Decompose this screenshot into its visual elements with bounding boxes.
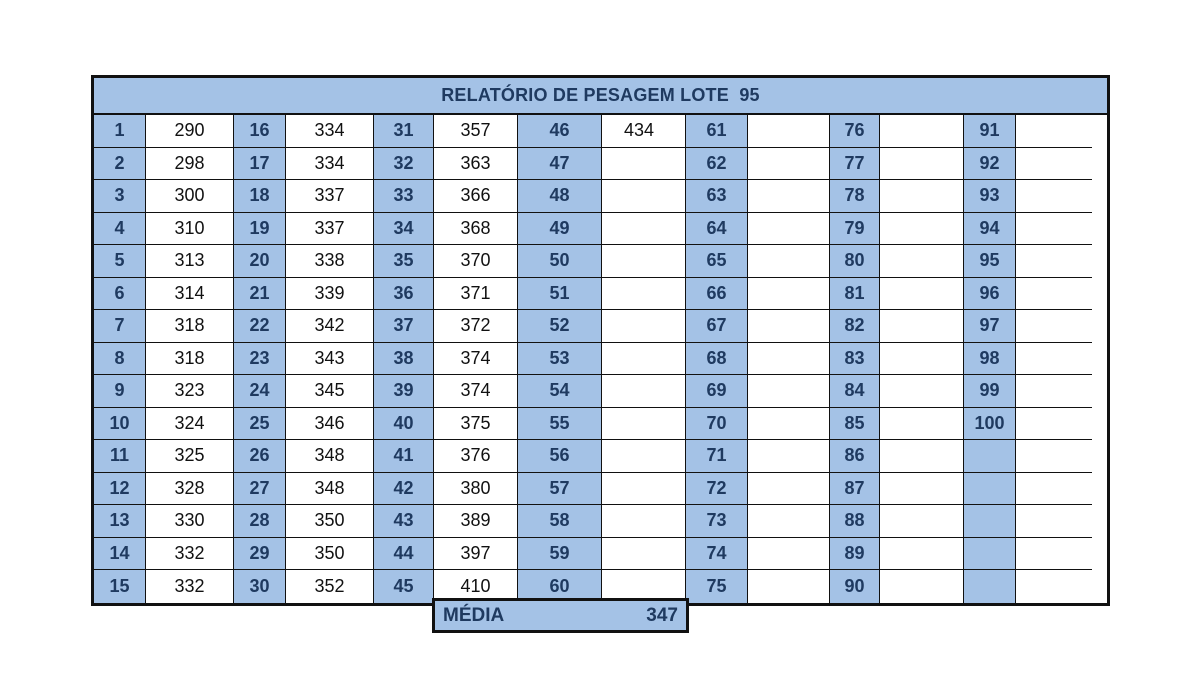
animal-number-cell: 51 xyxy=(518,278,602,311)
weight-value-cell: 350 xyxy=(286,538,374,571)
animal-number-cell: 78 xyxy=(830,180,880,213)
weight-value-cell: 371 xyxy=(434,278,518,311)
weight-value-cell xyxy=(748,148,830,181)
animal-number-cell: 64 xyxy=(686,213,748,246)
weight-value-cell xyxy=(880,213,964,246)
weight-value-cell xyxy=(880,440,964,473)
animal-number-cell: 68 xyxy=(686,343,748,376)
weight-value-cell xyxy=(748,538,830,571)
weight-value-cell xyxy=(880,245,964,278)
weight-value-cell xyxy=(748,180,830,213)
animal-number-cell: 58 xyxy=(518,505,602,538)
weight-value-cell: 345 xyxy=(286,375,374,408)
animal-number-cell: 45 xyxy=(374,570,434,603)
animal-number-cell xyxy=(964,538,1016,571)
weight-value-cell: 366 xyxy=(434,180,518,213)
animal-number-cell: 91 xyxy=(964,115,1016,148)
weight-value-cell: 337 xyxy=(286,180,374,213)
animal-number-cell: 92 xyxy=(964,148,1016,181)
animal-number-cell: 16 xyxy=(234,115,286,148)
animal-number-cell: 6 xyxy=(94,278,146,311)
weight-value-cell xyxy=(602,505,686,538)
weight-value-cell: 300 xyxy=(146,180,234,213)
weight-value-cell: 374 xyxy=(434,343,518,376)
weight-value-cell: 397 xyxy=(434,538,518,571)
weight-value-cell: 339 xyxy=(286,278,374,311)
weight-value-cell: 338 xyxy=(286,245,374,278)
weighing-report-table xyxy=(91,75,1110,606)
animal-number-cell: 1 xyxy=(94,115,146,148)
weight-value-cell: 332 xyxy=(146,570,234,603)
weight-value-cell: 346 xyxy=(286,408,374,441)
animal-number-cell: 20 xyxy=(234,245,286,278)
animal-number-cell: 11 xyxy=(94,440,146,473)
weight-value-cell xyxy=(602,278,686,311)
weight-value-cell: 434 xyxy=(602,115,686,148)
animal-number-cell: 98 xyxy=(964,343,1016,376)
weight-value-cell xyxy=(748,245,830,278)
weight-value-cell xyxy=(602,375,686,408)
animal-number-cell: 100 xyxy=(964,408,1016,441)
weight-value-cell xyxy=(880,570,964,603)
animal-number-cell: 26 xyxy=(234,440,286,473)
animal-number-cell: 67 xyxy=(686,310,748,343)
weight-value-cell xyxy=(1016,473,1092,506)
animal-number-cell: 7 xyxy=(94,310,146,343)
report-title: RELATÓRIO DE PESAGEM LOTE 95 xyxy=(94,78,1107,115)
animal-number-cell: 63 xyxy=(686,180,748,213)
weight-value-cell xyxy=(602,538,686,571)
animal-number-cell: 18 xyxy=(234,180,286,213)
animal-number-cell: 95 xyxy=(964,245,1016,278)
animal-number-cell: 55 xyxy=(518,408,602,441)
weight-value-cell: 352 xyxy=(286,570,374,603)
weight-value-cell xyxy=(602,245,686,278)
animal-number-cell: 60 xyxy=(518,570,602,603)
weight-value-cell xyxy=(1016,180,1092,213)
animal-number-cell: 42 xyxy=(374,473,434,506)
animal-number-cell: 96 xyxy=(964,278,1016,311)
weight-value-cell xyxy=(748,473,830,506)
weight-value-cell: 372 xyxy=(434,310,518,343)
animal-number-cell: 81 xyxy=(830,278,880,311)
animal-number-cell: 88 xyxy=(830,505,880,538)
animal-number-cell: 13 xyxy=(94,505,146,538)
animal-number-cell: 54 xyxy=(518,375,602,408)
weight-value-cell: 318 xyxy=(146,343,234,376)
weight-value-cell: 330 xyxy=(146,505,234,538)
animal-number-cell: 85 xyxy=(830,408,880,441)
weight-value-cell: 334 xyxy=(286,115,374,148)
weight-value-cell xyxy=(748,278,830,311)
animal-number-cell: 19 xyxy=(234,213,286,246)
weights-grid xyxy=(94,115,1107,603)
weight-value-cell: 328 xyxy=(146,473,234,506)
animal-number-cell xyxy=(964,473,1016,506)
weight-value-cell xyxy=(748,570,830,603)
weight-value-cell: 337 xyxy=(286,213,374,246)
animal-number-cell: 34 xyxy=(374,213,434,246)
weight-value-cell: 350 xyxy=(286,505,374,538)
weight-value-cell xyxy=(1016,408,1092,441)
weight-value-cell xyxy=(602,473,686,506)
weight-value-cell xyxy=(748,343,830,376)
weight-value-cell xyxy=(1016,570,1092,603)
average-value: 347 xyxy=(646,604,678,626)
animal-number-cell: 15 xyxy=(94,570,146,603)
animal-number-cell: 12 xyxy=(94,473,146,506)
animal-number-cell: 41 xyxy=(374,440,434,473)
weight-value-cell: 348 xyxy=(286,440,374,473)
animal-number-cell: 33 xyxy=(374,180,434,213)
animal-number-cell: 22 xyxy=(234,310,286,343)
average-box xyxy=(432,598,689,633)
animal-number-cell: 73 xyxy=(686,505,748,538)
animal-number-cell: 83 xyxy=(830,343,880,376)
weight-value-cell xyxy=(748,115,830,148)
weight-value-cell: 323 xyxy=(146,375,234,408)
animal-number-cell: 44 xyxy=(374,538,434,571)
animal-number-cell: 62 xyxy=(686,148,748,181)
weight-value-cell xyxy=(602,408,686,441)
animal-number-cell: 74 xyxy=(686,538,748,571)
animal-number-cell: 40 xyxy=(374,408,434,441)
weight-value-cell xyxy=(1016,538,1092,571)
weight-value-cell xyxy=(1016,343,1092,376)
animal-number-cell: 61 xyxy=(686,115,748,148)
animal-number-cell: 24 xyxy=(234,375,286,408)
weight-value-cell xyxy=(748,310,830,343)
weight-value-cell: 342 xyxy=(286,310,374,343)
animal-number-cell: 29 xyxy=(234,538,286,571)
animal-number-cell: 39 xyxy=(374,375,434,408)
animal-number-cell: 66 xyxy=(686,278,748,311)
animal-number-cell: 57 xyxy=(518,473,602,506)
weight-value-cell: 290 xyxy=(146,115,234,148)
animal-number-cell xyxy=(964,440,1016,473)
weight-value-cell: 370 xyxy=(434,245,518,278)
weight-value-cell xyxy=(880,310,964,343)
weight-value-cell: 380 xyxy=(434,473,518,506)
animal-number-cell: 31 xyxy=(374,115,434,148)
animal-number-cell: 94 xyxy=(964,213,1016,246)
animal-number-cell: 38 xyxy=(374,343,434,376)
animal-number-cell: 72 xyxy=(686,473,748,506)
weight-value-cell xyxy=(880,473,964,506)
weight-value-cell xyxy=(880,408,964,441)
weight-value-cell xyxy=(748,213,830,246)
weight-value-cell: 363 xyxy=(434,148,518,181)
weight-value-cell xyxy=(1016,310,1092,343)
average-label: MÉDIA xyxy=(443,604,505,626)
weight-value-cell xyxy=(880,505,964,538)
weight-value-cell xyxy=(748,408,830,441)
animal-number-cell: 99 xyxy=(964,375,1016,408)
weight-value-cell: 374 xyxy=(434,375,518,408)
animal-number-cell: 25 xyxy=(234,408,286,441)
weight-value-cell: 318 xyxy=(146,310,234,343)
weight-value-cell xyxy=(748,440,830,473)
animal-number-cell: 86 xyxy=(830,440,880,473)
animal-number-cell: 36 xyxy=(374,278,434,311)
animal-number-cell: 70 xyxy=(686,408,748,441)
weight-value-cell: 348 xyxy=(286,473,374,506)
animal-number-cell: 43 xyxy=(374,505,434,538)
animal-number-cell: 48 xyxy=(518,180,602,213)
weight-value-cell xyxy=(1016,115,1092,148)
weight-value-cell: 313 xyxy=(146,245,234,278)
animal-number-cell: 46 xyxy=(518,115,602,148)
weight-value-cell xyxy=(602,310,686,343)
weight-value-cell: 332 xyxy=(146,538,234,571)
animal-number-cell: 17 xyxy=(234,148,286,181)
animal-number-cell: 50 xyxy=(518,245,602,278)
weight-value-cell: 324 xyxy=(146,408,234,441)
animal-number-cell: 52 xyxy=(518,310,602,343)
weight-value-cell xyxy=(1016,148,1092,181)
animal-number-cell: 27 xyxy=(234,473,286,506)
weight-value-cell xyxy=(602,343,686,376)
animal-number-cell: 79 xyxy=(830,213,880,246)
animal-number-cell: 14 xyxy=(94,538,146,571)
animal-number-cell: 28 xyxy=(234,505,286,538)
weight-value-cell: 310 xyxy=(146,213,234,246)
weight-value-cell: 334 xyxy=(286,148,374,181)
weight-value-cell xyxy=(1016,278,1092,311)
weight-value-cell: 314 xyxy=(146,278,234,311)
animal-number-cell: 9 xyxy=(94,375,146,408)
animal-number-cell: 21 xyxy=(234,278,286,311)
weight-value-cell: 298 xyxy=(146,148,234,181)
weight-value-cell xyxy=(602,180,686,213)
animal-number-cell: 65 xyxy=(686,245,748,278)
weight-value-cell: 375 xyxy=(434,408,518,441)
animal-number-cell: 97 xyxy=(964,310,1016,343)
weight-value-cell xyxy=(748,375,830,408)
animal-number-cell: 53 xyxy=(518,343,602,376)
animal-number-cell: 30 xyxy=(234,570,286,603)
weight-value-cell xyxy=(748,505,830,538)
animal-number-cell: 4 xyxy=(94,213,146,246)
animal-number-cell: 32 xyxy=(374,148,434,181)
animal-number-cell: 8 xyxy=(94,343,146,376)
animal-number-cell: 80 xyxy=(830,245,880,278)
animal-number-cell: 69 xyxy=(686,375,748,408)
weight-value-cell xyxy=(602,213,686,246)
animal-number-cell: 93 xyxy=(964,180,1016,213)
weight-value-cell xyxy=(880,538,964,571)
weight-value-cell xyxy=(1016,440,1092,473)
weight-value-cell xyxy=(1016,375,1092,408)
animal-number-cell xyxy=(964,570,1016,603)
weight-value-cell xyxy=(602,148,686,181)
animal-number-cell: 35 xyxy=(374,245,434,278)
weight-value-cell xyxy=(1016,213,1092,246)
animal-number-cell: 56 xyxy=(518,440,602,473)
weight-value-cell: 357 xyxy=(434,115,518,148)
weight-value-cell: 368 xyxy=(434,213,518,246)
animal-number-cell: 49 xyxy=(518,213,602,246)
animal-number-cell: 23 xyxy=(234,343,286,376)
animal-number-cell: 5 xyxy=(94,245,146,278)
animal-number-cell: 77 xyxy=(830,148,880,181)
animal-number-cell: 59 xyxy=(518,538,602,571)
weight-value-cell xyxy=(1016,505,1092,538)
animal-number-cell: 3 xyxy=(94,180,146,213)
animal-number-cell: 75 xyxy=(686,570,748,603)
animal-number-cell: 37 xyxy=(374,310,434,343)
animal-number-cell: 2 xyxy=(94,148,146,181)
animal-number-cell: 84 xyxy=(830,375,880,408)
weight-value-cell xyxy=(880,148,964,181)
animal-number-cell: 89 xyxy=(830,538,880,571)
weight-value-cell xyxy=(1016,245,1092,278)
weight-value-cell: 410 xyxy=(434,570,518,603)
weight-value-cell xyxy=(880,180,964,213)
weight-value-cell: 343 xyxy=(286,343,374,376)
animal-number-cell: 47 xyxy=(518,148,602,181)
weight-value-cell xyxy=(880,375,964,408)
animal-number-cell: 10 xyxy=(94,408,146,441)
weight-value-cell: 376 xyxy=(434,440,518,473)
weight-value-cell: 325 xyxy=(146,440,234,473)
weight-value-cell: 389 xyxy=(434,505,518,538)
animal-number-cell: 71 xyxy=(686,440,748,473)
animal-number-cell xyxy=(964,505,1016,538)
animal-number-cell: 87 xyxy=(830,473,880,506)
weight-value-cell xyxy=(602,440,686,473)
animal-number-cell: 90 xyxy=(830,570,880,603)
weight-value-cell xyxy=(880,115,964,148)
weight-value-cell xyxy=(880,278,964,311)
weight-value-cell xyxy=(880,343,964,376)
animal-number-cell: 82 xyxy=(830,310,880,343)
animal-number-cell: 76 xyxy=(830,115,880,148)
